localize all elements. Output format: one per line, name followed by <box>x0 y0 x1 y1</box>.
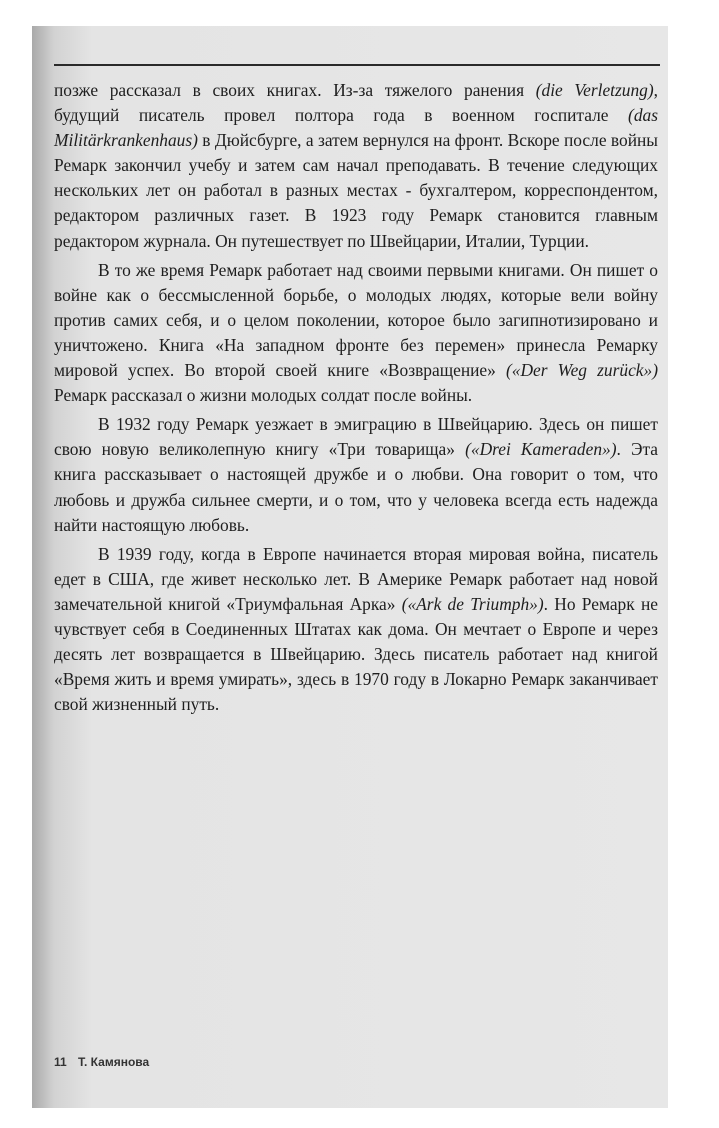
page-footer <box>54 1055 149 1069</box>
text-run: В 1932 году Ремарк уезжает в эмиграцию в Швейцарию. Здесь он пишет свою новую великолепную книгу «Три товарища» <box>54 414 658 460</box>
text-run: . Но Ремарк не чувствует себя в Соединенных Штатах как дома. Он мечтает о Европе и через десять лет возвращается в Швейцарию. Здесь писатель работает над книгой «Время жить и время умирать», здесь в 1970 году в Локарно Ремарк заканчивает свой жизненный путь. <box>54 593 658 715</box>
italic-term: (die Verletzung) <box>535 80 654 100</box>
page-number: 11 <box>54 1055 67 1069</box>
body-text <box>54 78 658 721</box>
author-name: Т. Камянова <box>78 1055 150 1069</box>
scanned-page <box>32 26 668 1108</box>
text-run: позже рассказал в своих книгах. Из-за тяжелого ранения <box>54 80 536 100</box>
italic-term: («Drei Kameraden») <box>465 439 617 460</box>
text-run: Ремарк рассказал о жизни молодых солдат после войны. <box>54 385 473 406</box>
text-run: . Эта книга рассказывает о настоящей дружбе и о любви. Она говорит о том, что любовь и дружба сильнее смерти, и о том, что у человека всегда есть надежда найти настоящую любовь. <box>54 439 658 535</box>
italic-term: («Der Weg zurück») <box>506 360 658 381</box>
italic-term: (das Militärkrankenhaus) <box>54 105 658 151</box>
paragraph <box>54 258 658 409</box>
text-run: в Дюйсбурге, а затем вернулся на фронт. Вскоре после войны Ремарк закончил учебу и затем сам начал преподавать. В течение следующих нескольких лет он работал в разных местах - бухгалтером, корреспондентом, редактором различных газет. В 1923 году Ремарк становится главным редактором журнала. Он путешествует по Швейцарии, Италии, Турции. <box>54 130 658 251</box>
text-run: В то же время Ремарк работает над своими первыми книгами. Он пишет о войне как о бессмысленной борьбе, о молодых людях, которые вели войну против самих себя, и о целом поколении, которое было загипнотизировано и уничтожено. Книга «На западном фронте без перемен» принесла Ремарку мировой успех. Во второй своей книге «Возвращение» <box>54 259 658 381</box>
header-rule <box>54 64 660 66</box>
text-run: , будущий писатель провел полтора года в военном госпитале <box>54 80 659 126</box>
italic-term: («Ark de Triumph») <box>401 593 544 614</box>
paragraph <box>54 78 658 254</box>
paragraph <box>54 542 658 718</box>
paragraph <box>54 412 658 537</box>
text-run: В 1939 году, когда в Европе начинается вторая мировая война, писатель едет в США, где живет несколько лет. В Америке Ремарк работает над новой замечательной книгой «Триумфальная Арка» <box>54 543 658 614</box>
